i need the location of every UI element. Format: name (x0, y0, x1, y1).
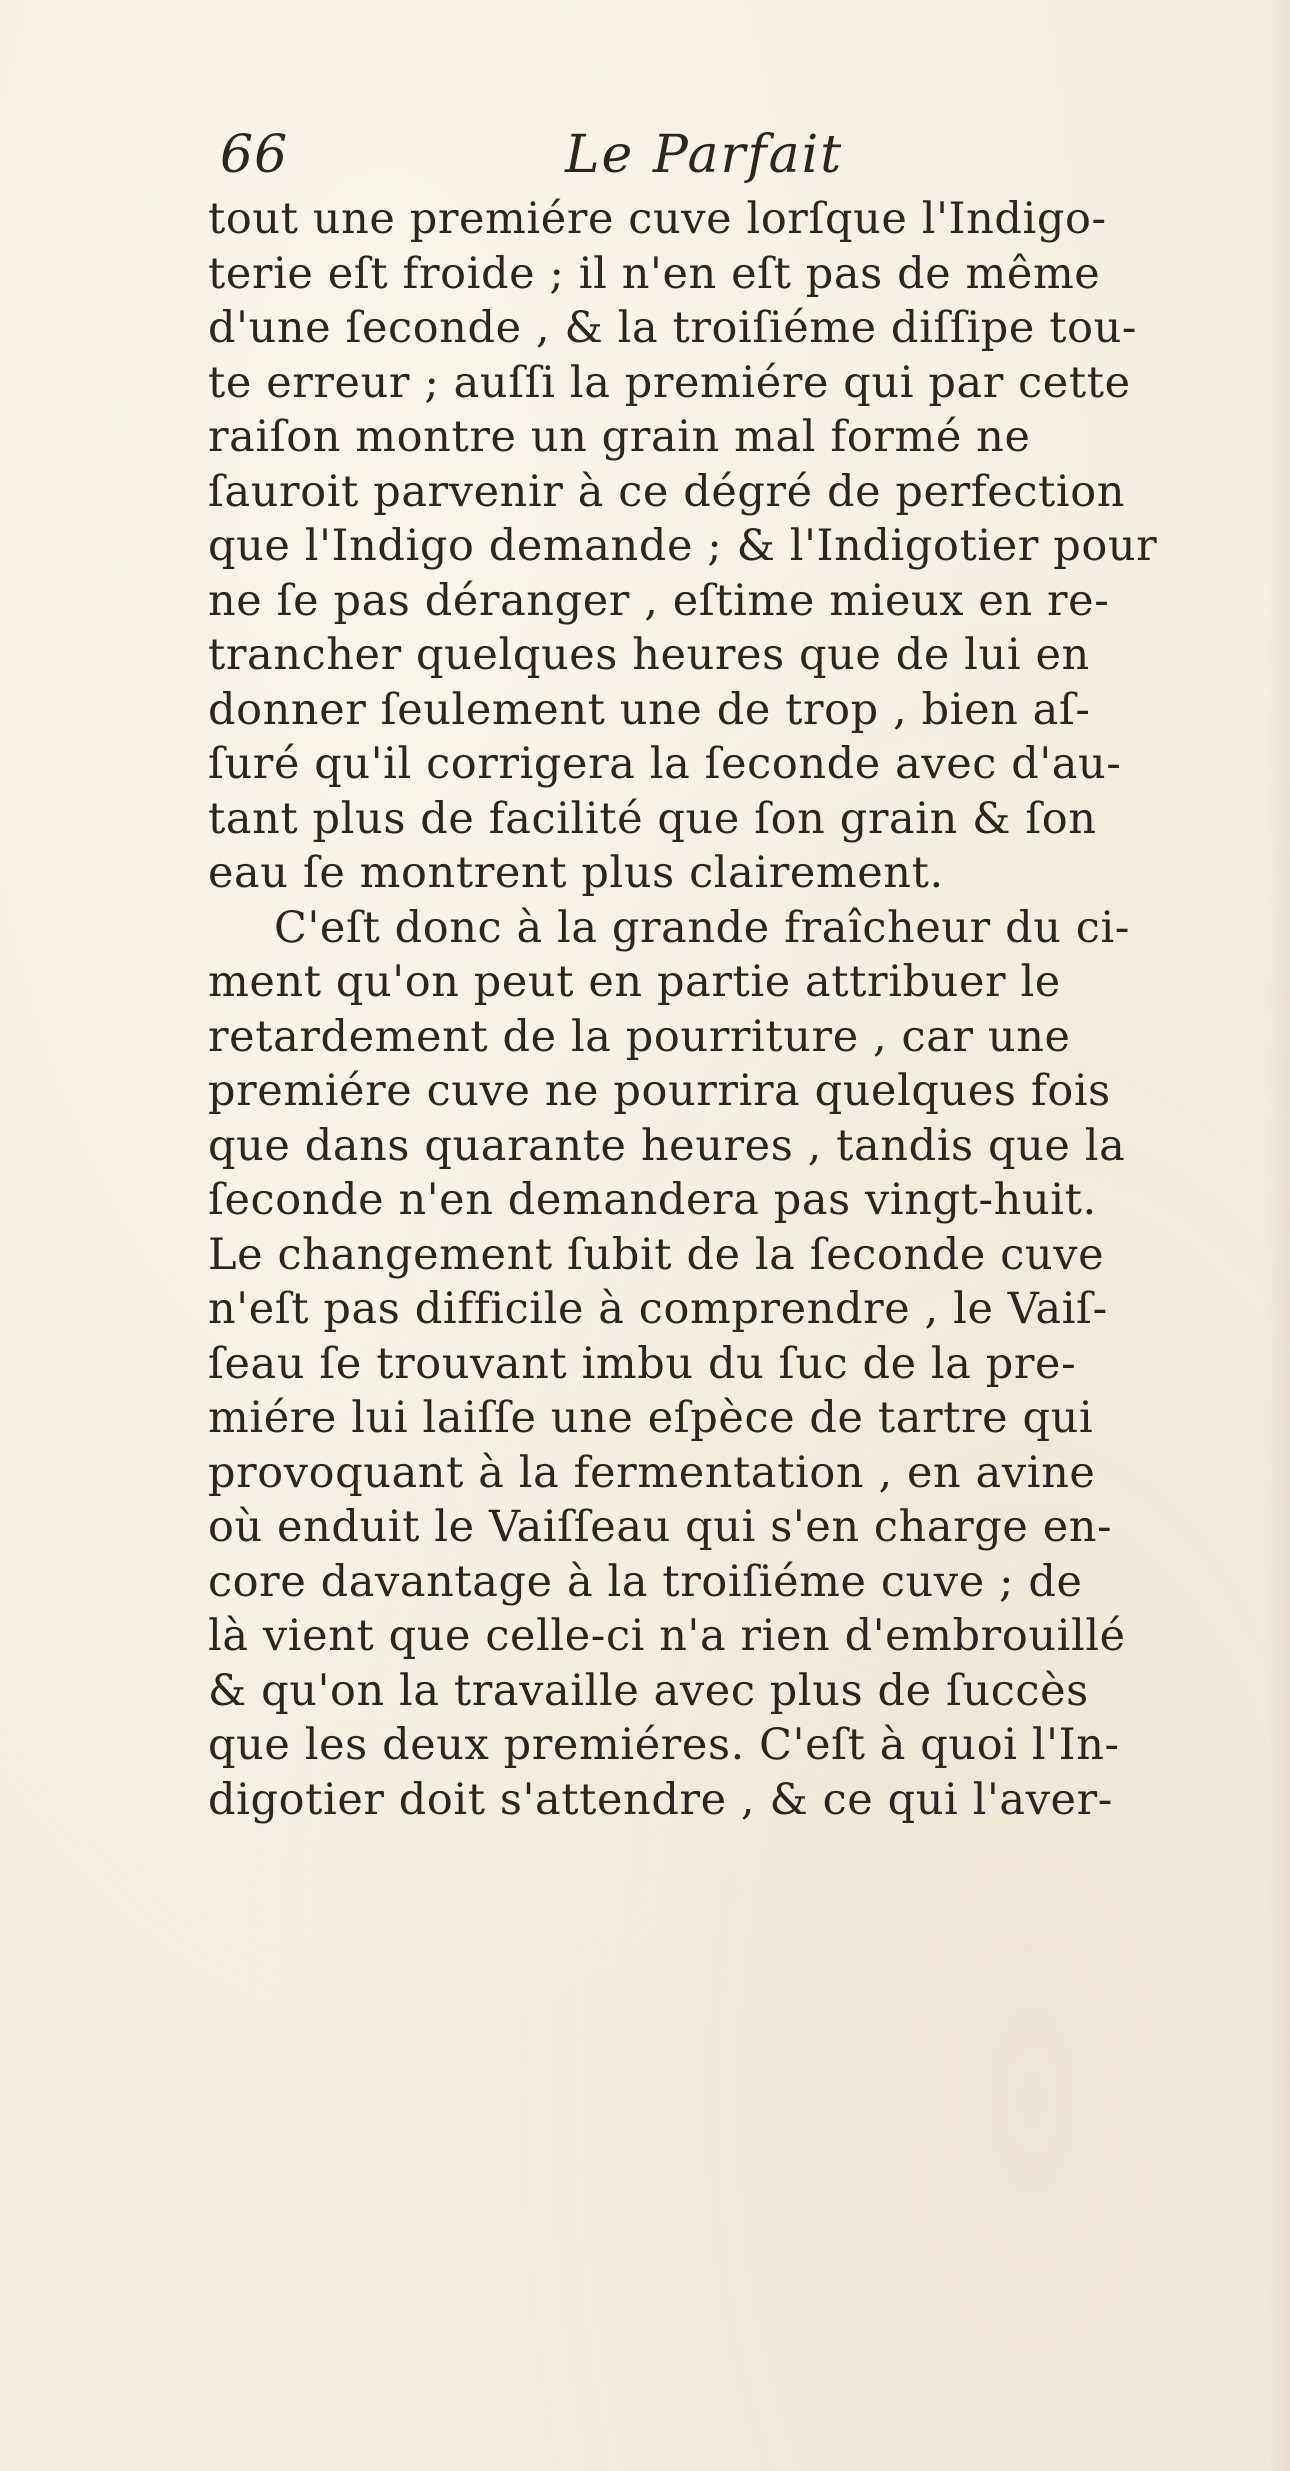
text-line: provoquant à la fermentation , en avine (208, 1447, 1096, 1498)
paragraph-start-line: C'eſt donc à la grande fraîcheur du ci- (274, 902, 1130, 953)
text-line: que dans quarante heures , tandis que la (208, 1120, 1126, 1171)
text-line: là vient que celle-ci n'a rien d'embrouillé (208, 1611, 1126, 1661)
text-line: te erreur ; auſſi la premiére qui par cette (208, 357, 1131, 408)
text-line: d'une ſeconde , & la troiſiéme diſſipe tou- (208, 303, 1138, 353)
text-line: miére lui laiſſe une eſpèce de tartre qui (208, 1393, 1094, 1443)
text-line: que les deux premiéres. C'eſt à quoi l'In- (208, 1720, 1120, 1770)
text-line: retardement de la pourriture , car une (208, 1011, 1071, 1062)
text-line: tout une premiére cuve lorſque l'Indigo- (208, 194, 1107, 244)
text-line: trancher quelques heures que de lui en (208, 630, 1090, 680)
text-line: tant plus de facilité que ſon grain & ſon (208, 793, 1097, 844)
text-line: digotier doit s'attendre , & ce qui l'aver- (208, 1774, 1113, 1825)
text-line: n'eſt pas difficile à comprendre , le Vaiſ- (208, 1284, 1108, 1334)
text-line: premiére cuve ne pourrira quelques fois (208, 1066, 1111, 1116)
text-line: donner ſeulement une de trop , bien aſ- (208, 684, 1091, 735)
text-line: raiſon montre un grain mal formé ne (208, 412, 1031, 462)
text-line: que l'Indigo demande ; & l'Indigotier pour (208, 521, 1158, 571)
running-title: Le Parfait (565, 125, 844, 185)
text-line: terie eſt froide ; il n'en eſt pas de même (208, 248, 1101, 299)
text-line: ſeconde n'en demandera pas vingt-huit. (208, 1175, 1097, 1225)
text-line: core davantage à la troiſiéme cuve ; de (208, 1556, 1083, 1607)
text-line: ſauroit parvenir à ce dégré de perfection (208, 466, 1126, 517)
page-number: 66 (220, 125, 289, 185)
text-line: eau ſe montrent plus clairement. (208, 848, 944, 898)
text-line: où enduit le Vaiſſeau qui s'en charge en- (208, 1502, 1113, 1552)
text-line: ment qu'on peut en partie attribuer le (208, 957, 1061, 1007)
text-line: ne ſe pas déranger , eſtime mieux en re- (208, 575, 1110, 626)
body-text (208, 192, 1290, 1827)
text-line: & qu'on la travaille avec plus de ſuccès (208, 1665, 1089, 1716)
text-line: Le changement ſubit de la ſeconde cuve (208, 1229, 1105, 1280)
text-line: ſeau ſe trouvant imbu du ſuc de la pre- (208, 1338, 1077, 1389)
text-line: ſuré qu'il corrigera la ſeconde avec d'au- (208, 739, 1122, 789)
